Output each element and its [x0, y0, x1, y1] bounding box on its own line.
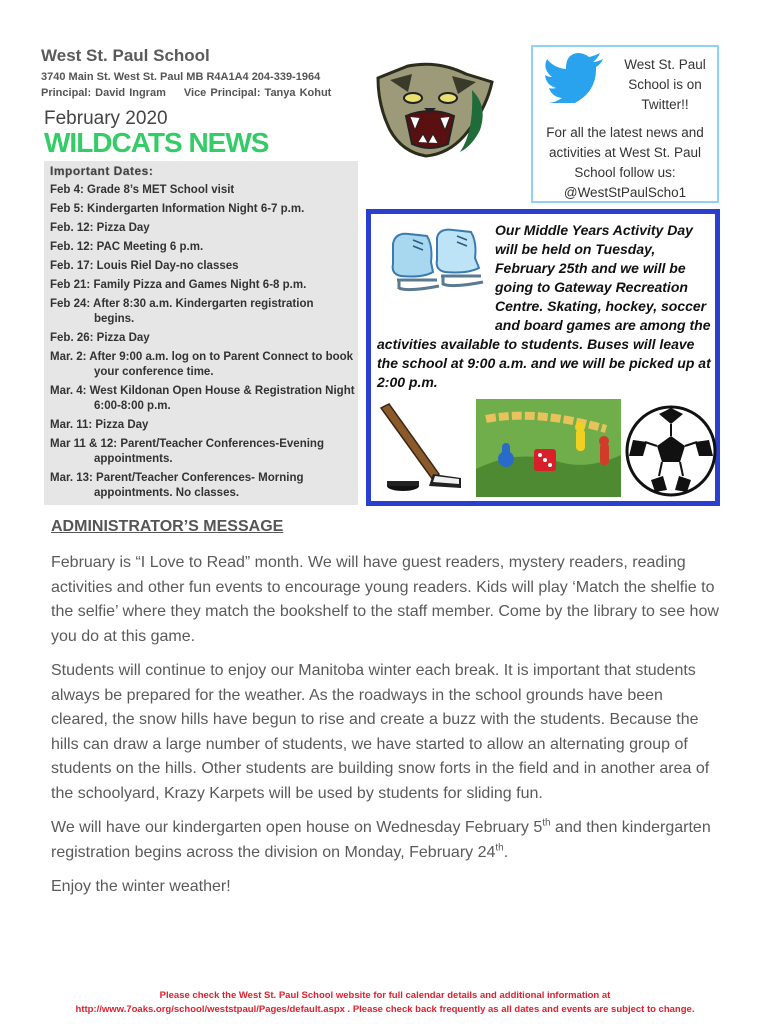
date-item: Mar. 13: Parent/Teacher Conferences- Morning appointments. No classes.	[50, 472, 304, 499]
school-address: 3740 Main St. West St. Paul MB R4A1A4 204-339-1964	[41, 71, 321, 83]
date-item: Feb 21: Family Pizza and Games Night 6-8 p.m.	[50, 279, 307, 291]
wildcat-mascot-icon	[368, 60, 498, 160]
date-item: Feb 4: Grade 8’s MET School visit	[50, 184, 235, 196]
ice-skates-icon	[387, 228, 487, 300]
date-item: Mar. 2: After 9:00 a.m. log on to Parent Connect to book your conference time.	[50, 351, 354, 378]
admin-paragraph: Enjoy the winter weather!	[51, 878, 231, 895]
newsletter-title: WILDCATS NEWS	[44, 127, 269, 158]
date-item: Feb. 12: Pizza Day	[50, 222, 150, 234]
date-item: Feb. 26: Pizza Day	[50, 332, 150, 344]
date-item: Feb 5: Kindergarten Information Night 6-7 p.m.	[50, 203, 305, 215]
school-name: West St. Paul School	[41, 46, 210, 65]
board-game-icon	[476, 399, 621, 497]
hockey-stick-icon	[373, 402, 467, 497]
admin-text-run: .	[503, 843, 509, 861]
footer-note	[40, 989, 730, 1017]
ordinal-suffix: th	[542, 817, 551, 829]
date-item: Mar. 11: Pizza Day	[50, 419, 149, 431]
important-dates-list	[50, 183, 355, 505]
admin-paragraph: Students will continue to enjoy our Manitoba winter each break. It is important that students always be prepared for the weather. As the roadways in the school grounds have been cleared, the snow hills have begun to rise and create a buzz with the students. Because the hills can draw a large number of students, we have started to allow an alternating group of students on the hills. Other students are building snow forts in the field and in another area of the schoolyard, Krazy Karpets will be used by students for sliding fun.	[51, 662, 710, 802]
important-dates-box	[44, 161, 358, 505]
principals-line	[41, 87, 331, 99]
admin-text-run: We will have our kindergarten open house on Wednesday February 5	[51, 819, 543, 836]
date-item: Mar 11 & 12: Parent/Teacher Conferences-Evening appointments.	[50, 438, 324, 465]
footer-line: Please check the West St. Paul School website for full calendar details and additional information at	[159, 990, 611, 1001]
date-item: Feb 24: After 8:30 a.m. Kindergarten registration begins.	[50, 298, 314, 325]
important-dates-title: Important Dates:	[50, 164, 154, 178]
ordinal-suffix: th	[495, 842, 504, 854]
issue-date: February 2020	[44, 108, 168, 129]
twitter-follow-text[interactable]: For all the latest news and activities at West St. Paul School follow us: @WestStPaulScho1	[546, 125, 704, 200]
activity-day-body: Our Middle Years Activity Day will be held on Tuesday, February 25th and we will be going to Gateway Recreation Centre. Skating, hockey, soccer and board games are among the activities available to students. Buses will leave the school at 9:00 a.m. and we will be picked up at 2:00 p.m.	[377, 222, 711, 390]
admin-message-body	[51, 551, 721, 910]
admin-paragraph	[51, 816, 721, 865]
twitter-bird-icon	[543, 53, 605, 103]
admin-text-run: and then kindergarten registration begins across the division on Monday, February 24	[51, 819, 711, 861]
admin-paragraph: February is “I Love to Read” month. We will have guest readers, mystery readers, reading activities and other fun events to encourage young readers. Kids will play ‘Match the shelfie to the selfie’ where they match the bookshelf to the staff member. Come by the library to see how you do at this game.	[51, 554, 719, 645]
activity-day-box	[366, 209, 720, 506]
admin-message-heading: ADMINISTRATOR’S MESSAGE	[51, 518, 284, 535]
twitter-box	[531, 45, 719, 203]
soccer-ball-icon	[623, 404, 719, 498]
footer-link-line[interactable]: http://www.7oaks.org/school/weststpaul/Pages/default.aspx . Please check back frequently as all dates and events are subject to change.	[75, 1004, 695, 1015]
date-item: Feb. 12: PAC Meeting 6 p.m.	[50, 241, 204, 253]
principal-name: Principal: David Ingram	[41, 87, 166, 99]
date-item: Mar. 4: West Kildonan Open House & Registration Night 6:00-8:00 p.m.	[50, 385, 355, 412]
date-item: Feb. 17: Louis Riel Day-no classes	[50, 260, 239, 272]
vice-principal-name: Vice Principal: Tanya Kohut	[183, 87, 332, 99]
twitter-announcement: West St. Paul School is on Twitter!!	[624, 57, 706, 112]
